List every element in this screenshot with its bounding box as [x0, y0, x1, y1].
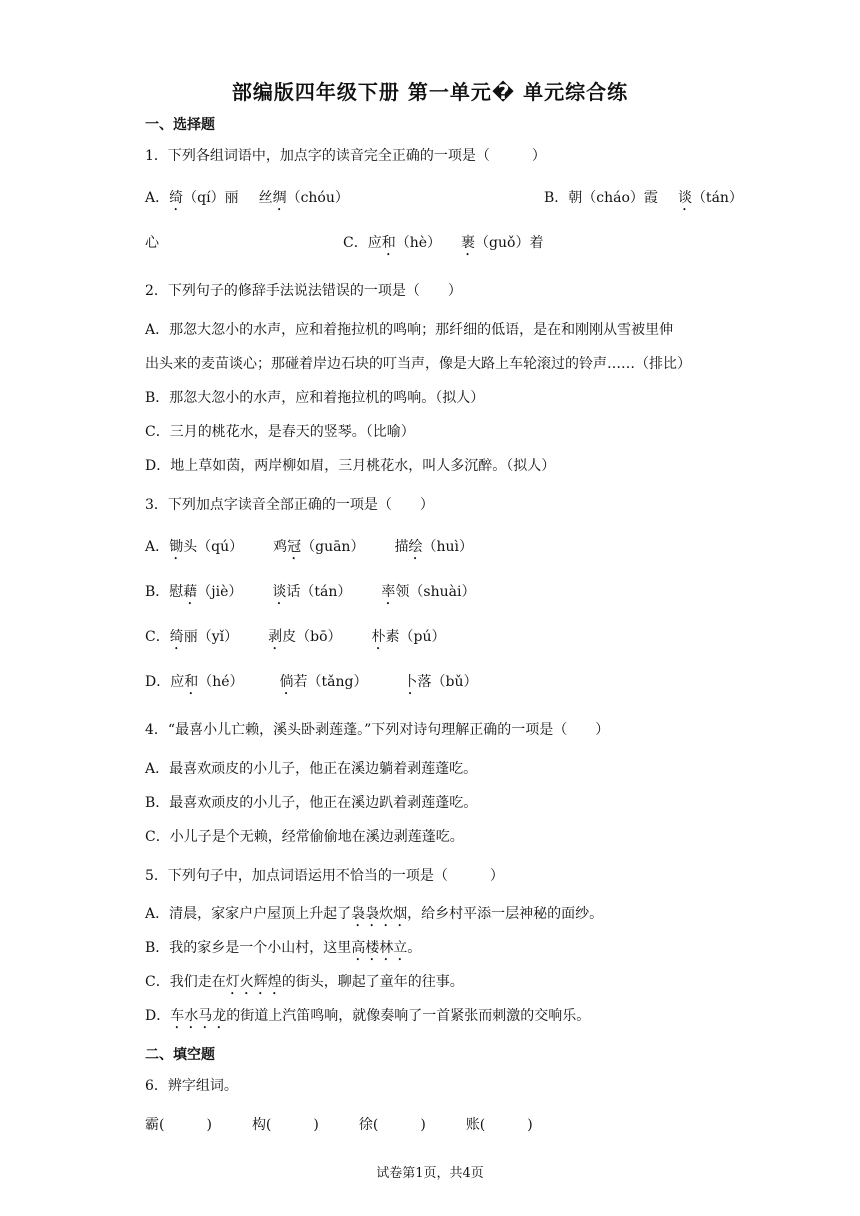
option-text: （hé） [198, 674, 244, 690]
dotted-char: 绘 [408, 539, 423, 555]
question-4-option-b: B．最喜欢顽皮的小儿子，他正在溪边趴着剥莲蓬吃。 [145, 795, 478, 811]
option-text: 落（bǔ） [417, 674, 478, 690]
dotted-char: 和 [184, 674, 199, 690]
option-text: （guān） [301, 539, 365, 555]
option-text: 描 [394, 539, 409, 555]
option-text: 丝 [258, 190, 273, 206]
option-text: （chóu） [286, 190, 349, 206]
question-3-option-c [145, 628, 445, 653]
question-4-option-a: A．最喜欢顽皮的小儿子，他正在溪边躺着剥莲蓬吃。 [145, 761, 478, 777]
question-1-option-c [343, 234, 543, 259]
question-5-option-a [145, 905, 603, 930]
question-4-option-c: C．小儿子是个无赖，经常偷偷地在溪边剥莲蓬吃。 [145, 829, 464, 845]
blank-item[interactable]: 徐( ) [358, 1117, 426, 1133]
question-2-stem: 2．下列句子的修辞手法说法错误的一项是（ ） [145, 283, 462, 299]
question-1-option-a [145, 189, 349, 214]
page-title: 部编版四年级下册 第一单元� 单元综合练 [231, 80, 629, 104]
dotted-char: 率 [381, 584, 396, 600]
option-text: B．朝 [544, 190, 583, 206]
option-text: 皮（bō） [282, 629, 342, 645]
question-1-option-b [544, 189, 743, 214]
question-3-option-a [145, 538, 473, 563]
option-text: （hè） [395, 235, 442, 251]
page-footer: 试卷第1页，共4页 [376, 1166, 484, 1181]
question-5-option-b [145, 939, 421, 964]
option-text: B．慰 [145, 584, 184, 600]
dotted-phrase: 高楼林立 [351, 940, 408, 956]
dotted-char: 卜 [403, 674, 418, 690]
option-text: D．应 [145, 674, 185, 690]
question-6-items [145, 1116, 533, 1134]
dotted-char: 朴 [371, 629, 386, 645]
option-text: （huì） [422, 539, 473, 555]
blank-item[interactable]: 账( ) [465, 1117, 533, 1133]
dotted-char: 剥 [268, 629, 283, 645]
option-text: （qí）丽 [183, 190, 239, 206]
option-text: C．应 [343, 235, 382, 251]
dotted-char: 冠 [287, 539, 302, 555]
question-5-stem: 5．下列句子中，加点词语运用不恰当的一项是（ ） [145, 868, 504, 884]
option-text: 鸡 [273, 539, 288, 555]
question-3-option-d [145, 673, 477, 698]
question-5-option-c [145, 973, 464, 998]
dotted-char: 锄 [169, 539, 184, 555]
dotted-char: 倘 [279, 674, 294, 690]
section-heading-choice: 一、选择题 [145, 117, 215, 133]
option-text: （jiè） [197, 584, 243, 600]
option-label: D． [145, 1008, 171, 1024]
option-text: 话（tán） [286, 584, 352, 600]
dotted-char: 绮 [169, 190, 184, 206]
question-2-option-a-line-2: 出头来的麦苗谈心；那碰着岸边石块的叮当声，像是大路上车轮滚过的铃声……（排比） [145, 356, 691, 372]
option-text: 的街道上汽笛鸣响，就像奏响了一首紧张而刺激的交响乐。 [226, 1008, 591, 1024]
question-2-option-c: C．三月的桃花水，是春天的竖琴。（比喻） [145, 424, 415, 440]
dotted-char: 裹 [461, 235, 476, 251]
question-3-stem: 3．下列加点字读音全部正确的一项是（ ） [145, 497, 434, 513]
dotted-phrase: 车水马龙 [170, 1008, 227, 1024]
blank-item[interactable]: 霸( ) [145, 1117, 212, 1133]
option-text: B．我的家乡是一个小山村，这里 [145, 940, 352, 956]
section-heading-fill: 二、填空题 [145, 1047, 215, 1063]
dotted-phrase: 灯火辉煌 [225, 974, 282, 990]
question-2-option-b: B．那忽大忽小的水声，应和着拖拉机的鸣响。（拟人） [145, 390, 485, 406]
question-1-option-b-continued: 心 [145, 235, 159, 251]
option-label: A． [145, 190, 170, 206]
option-label: C． [145, 629, 170, 645]
question-6-stem: 6．辨字组词。 [145, 1078, 238, 1094]
blank-item[interactable]: 构( ) [251, 1117, 319, 1133]
option-text: 。 [407, 940, 422, 956]
option-text: 素（pú） [385, 629, 446, 645]
dotted-char: 藉 [183, 584, 198, 600]
dotted-char: 谈 [272, 584, 287, 600]
option-text: 若（tǎng） [293, 674, 368, 690]
question-2-option-a-line-1: A．那忽大忽小的水声，应和着拖拉机的鸣响；那纤细的低语，是在和刚刚从雪被里伸 [145, 322, 674, 338]
question-4-stem: 4．“最喜小儿亡赖，溪头卧剥莲蓬。”下列对诗句理解正确的一项是（ ） [145, 722, 610, 738]
option-text: （cháo）霞 [582, 190, 658, 206]
option-label: A． [145, 539, 170, 555]
dotted-char: 绮 [169, 629, 184, 645]
option-text: （tán） [691, 190, 743, 206]
dotted-char: 谈 [677, 190, 692, 206]
option-text: 丽（yǐ） [183, 629, 239, 645]
option-text: 头（qú） [183, 539, 244, 555]
option-text: 的街头，聊起了童年的往事。 [281, 974, 464, 990]
question-1-stem: 1．下列各组词语中，加点字的读音完全正确的一项是（ ） [145, 148, 546, 164]
dotted-phrase: 袅袅炊烟 [351, 906, 408, 922]
dotted-char: 和 [381, 235, 396, 251]
question-5-option-d [145, 1007, 590, 1032]
option-text: ，给乡村平添一层神秘的面纱。 [407, 906, 604, 922]
option-text: （guǒ）着 [475, 235, 544, 251]
option-text: A．清晨，家家户户屋顶上升起了 [145, 906, 352, 922]
dotted-char: 绸 [272, 190, 287, 206]
question-3-option-b [145, 583, 475, 608]
question-2-option-d: D．地上草如茵，两岸柳如眉，三月桃花水，叫人多沉醉。（拟人） [145, 458, 556, 474]
option-text: C．我们走在 [145, 974, 226, 990]
option-text: 领（shuài） [395, 584, 476, 600]
